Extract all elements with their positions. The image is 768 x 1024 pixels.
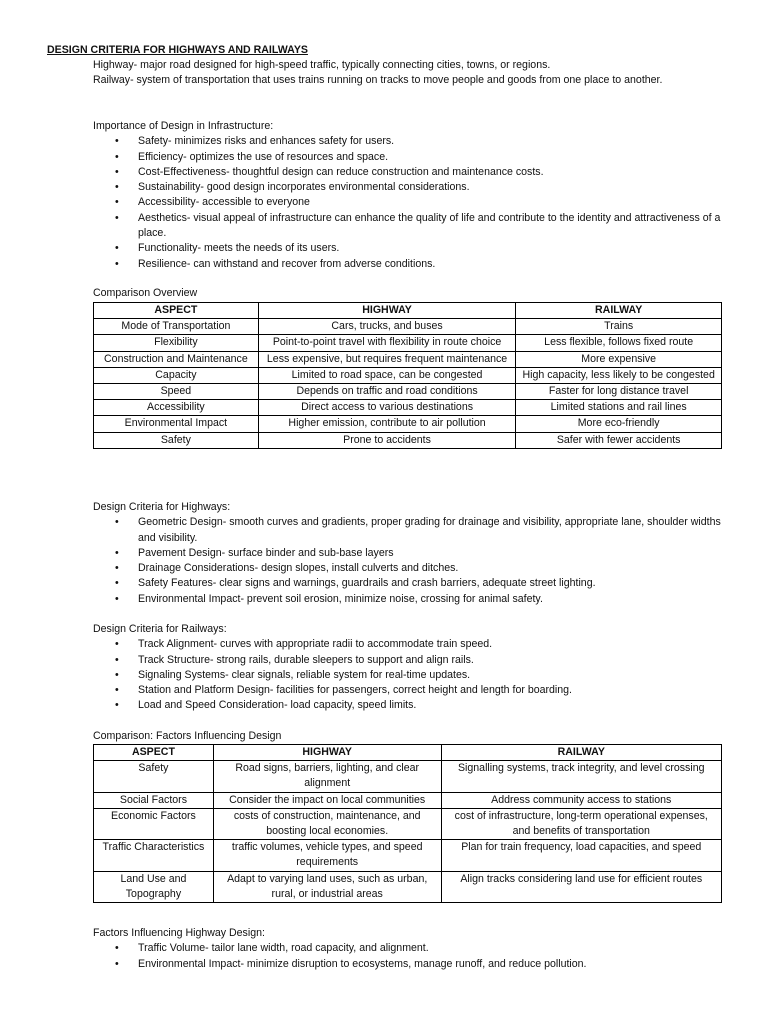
column-header: RAILWAY	[441, 745, 722, 761]
list-item: • Drainage Considerations- design slopes, install culverts and ditches.	[93, 561, 723, 576]
bullet-icon: •	[115, 592, 119, 605]
bullet-icon: •	[115, 957, 119, 970]
railways-list	[93, 637, 723, 713]
table-cell: Plan for train frequency, load capacities, and speed	[441, 840, 722, 871]
bullet-icon: •	[115, 242, 119, 255]
table-cell: Prone to accidents	[258, 432, 516, 448]
table-cell: More expensive	[516, 351, 722, 367]
table-cell: traffic volumes, vehicle types, and speed requirements	[213, 840, 441, 871]
table-header-row	[94, 745, 722, 761]
table-cell: Safer with fewer accidents	[516, 432, 722, 448]
table-cell: Less flexible, follows fixed route	[516, 335, 722, 351]
table-cell: Social Factors	[94, 792, 214, 808]
list-item: • Load and Speed Consideration- load capacity, speed limits.	[93, 698, 723, 713]
list-item: • Cost-Effectiveness- thoughtful design can reduce construction and maintenance costs.	[93, 165, 723, 180]
table-cell: Depends on traffic and road conditions	[258, 384, 516, 400]
table-cell: Adapt to varying land uses, such as urban, rural, or industrial areas	[213, 871, 441, 902]
table-row	[94, 367, 722, 383]
list-item: • Safety Features- clear signs and warnings, guardrails and crash barriers, adequate street lighting.	[93, 576, 723, 591]
table-cell: Less expensive, but requires frequent maintenance	[258, 351, 516, 367]
list-item: • Efficiency- optimizes the use of resources and space.	[93, 150, 723, 165]
list-item: • Environmental Impact- minimize disruption to ecosystems, manage runoff, and reduce pollution.	[93, 957, 723, 972]
bullet-icon: •	[115, 150, 119, 163]
list-item: • Aesthetics- visual appeal of infrastructure can enhance the quality of life and contribute to the identity and attractiveness of a place.	[115, 211, 721, 240]
table-cell: High capacity, less likely to be congested	[516, 367, 722, 383]
page-title: DESIGN CRITERIA FOR HIGHWAYS AND RAILWAYS	[47, 44, 308, 56]
list-item: • Traffic Volume- tailor lane width, road capacity, and alignment.	[93, 941, 723, 956]
bullet-icon: •	[115, 562, 119, 575]
bullet-icon: •	[115, 668, 119, 681]
bullet-icon: •	[115, 211, 119, 224]
highways-list	[93, 515, 723, 607]
table-cell: Faster for long distance travel	[516, 384, 722, 400]
bullet-icon: •	[115, 135, 119, 148]
list-item: • Accessibility- accessible to everyone	[93, 195, 723, 210]
intro-highway: Highway- major road designed for high-speed traffic, typically connecting cities, towns, or regions.	[93, 59, 551, 71]
list-item: • Pavement Design- surface binder and sub-base layers	[93, 546, 723, 561]
table-cell: Safety	[94, 432, 259, 448]
bullet-icon: •	[115, 577, 119, 590]
table-row	[94, 400, 722, 416]
table-row	[94, 351, 722, 367]
highway-factors-heading: Factors Influencing Highway Design:	[93, 927, 265, 939]
bullet-icon: •	[115, 165, 119, 178]
table-header-row	[94, 303, 722, 319]
bullet-icon: •	[115, 257, 119, 270]
table-row	[94, 871, 722, 902]
list-item: • Resilience- can withstand and recover from adverse conditions.	[93, 257, 723, 272]
column-header: RAILWAY	[516, 303, 722, 319]
bullet-icon: •	[115, 699, 119, 712]
table-row	[94, 808, 722, 839]
table-cell: Mode of Transportation	[94, 319, 259, 335]
table-cell: Safety	[94, 761, 214, 792]
table-row	[94, 432, 722, 448]
highway-factors-list	[93, 941, 723, 972]
importance-heading: Importance of Design in Infrastructure:	[93, 120, 274, 132]
highway-factors-section	[93, 926, 723, 972]
table-cell: Limited to road space, can be congested	[258, 367, 516, 383]
table-cell: Cars, trucks, and buses	[258, 319, 516, 335]
bullet-icon: •	[115, 684, 119, 697]
table-cell: Environmental Impact	[94, 416, 259, 432]
table-row	[94, 416, 722, 432]
list-item: • Functionality- meets the needs of its users.	[93, 241, 723, 256]
column-header: ASPECT	[94, 303, 259, 319]
list-item: • Safety- minimizes risks and enhances safety for users.	[93, 134, 723, 149]
table-cell: Economic Factors	[94, 808, 214, 839]
table-cell: Limited stations and rail lines	[516, 400, 722, 416]
bullet-icon: •	[115, 196, 119, 209]
list-item: • Track Alignment- curves with appropriate radii to accommodate train speed.	[93, 637, 723, 652]
list-item: • Sustainability- good design incorporates environmental considerations.	[93, 180, 723, 195]
table-cell: Road signs, barriers, lighting, and clear alignment	[213, 761, 441, 792]
comparison-overview-table	[93, 302, 722, 449]
table-cell: costs of construction, maintenance, and boosting local economies.	[213, 808, 441, 839]
table-cell: Higher emission, contribute to air pollution	[258, 416, 516, 432]
table-cell: Address community access to stations	[441, 792, 722, 808]
intro-railway: Railway- system of transportation that uses trains running on tracks to move people and goods from one place to another.	[93, 74, 663, 87]
table-cell: Align tracks considering land use for efficient routes	[441, 871, 722, 902]
railways-section	[93, 622, 723, 714]
highways-section	[93, 500, 723, 607]
column-header: HIGHWAY	[213, 745, 441, 761]
highways-heading: Design Criteria for Highways:	[93, 501, 231, 513]
comparison-factors-heading: Comparison: Factors Influencing Design	[93, 730, 282, 742]
column-header: HIGHWAY	[258, 303, 516, 319]
table-cell: Point-to-point travel with flexibility in route choice	[258, 335, 516, 351]
importance-list	[93, 134, 723, 272]
table-cell: Direct access to various destinations	[258, 400, 516, 416]
list-item: • Signaling Systems- clear signals, reliable system for real-time updates.	[93, 668, 723, 683]
table-row	[94, 761, 722, 792]
table-row	[94, 384, 722, 400]
bullet-icon: •	[115, 942, 119, 955]
table-row	[94, 335, 722, 351]
bullet-icon: •	[115, 653, 119, 666]
list-item: • Track Structure- strong rails, durable sleepers to support and align rails.	[93, 653, 723, 668]
comparison-factors-table	[93, 744, 722, 903]
column-header: ASPECT	[94, 745, 214, 761]
intro-section	[93, 58, 723, 89]
table-cell: Flexibility	[94, 335, 259, 351]
table-cell: Speed	[94, 384, 259, 400]
list-item: • Station and Platform Design- facilities for passengers, correct height and length for boarding.	[93, 683, 723, 698]
table-cell: Accessibility	[94, 400, 259, 416]
table-cell: Capacity	[94, 367, 259, 383]
table-cell: Trains	[516, 319, 722, 335]
list-item: • Geometric Design- smooth curves and gradients, proper grading for drainage and visibility, appropriate lane, shoulder widths and visibility.	[115, 516, 721, 544]
bullet-icon: •	[115, 516, 119, 529]
bullet-icon: •	[115, 181, 119, 194]
table-cell: Traffic Characteristics	[94, 840, 214, 871]
importance-section	[93, 119, 723, 272]
bullet-icon: •	[115, 546, 119, 559]
comparison-overview-heading: Comparison Overview	[93, 287, 198, 299]
table-row	[94, 792, 722, 808]
list-item: • Environmental Impact- prevent soil erosion, minimize noise, crossing for animal safety.	[93, 592, 723, 607]
bullet-icon: •	[115, 638, 119, 651]
table-row	[94, 840, 722, 871]
table-cell: Land Use and Topography	[94, 871, 214, 902]
railways-heading: Design Criteria for Railways:	[93, 623, 227, 635]
table-cell: Signalling systems, track integrity, and level crossing	[441, 761, 722, 792]
table-cell: cost of infrastructure, long-term operational expenses, and benefits of transportation	[441, 808, 722, 839]
table-row	[94, 319, 722, 335]
table-cell: Construction and Maintenance	[94, 351, 259, 367]
table-cell: More eco-friendly	[516, 416, 722, 432]
table-cell: Consider the impact on local communities	[213, 792, 441, 808]
